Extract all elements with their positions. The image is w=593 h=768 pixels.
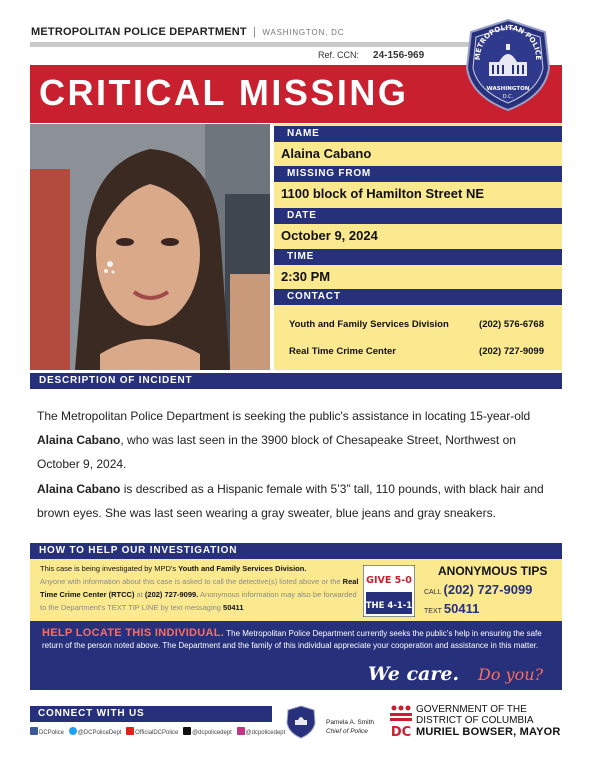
missing-time: 2:30 PM [281,269,331,284]
date-label: DATE [274,208,562,224]
description-paragraph-2: Alaina Cabano is described as a Hispanic female with 5’3” tall, 110 pounds, with black hair and brown eyes. She was last seen wearing a gray sweater, blue jeans and gray sneakers. [37,482,544,520]
missing-date: October 9, 2024 [281,228,378,243]
tips-call-line: CALL (202) 727-9099 [424,582,533,597]
we-care-slogan: We care. [368,663,460,685]
social-instagram[interactable]: @dcpolicedept [237,727,286,736]
badge-bottom-text: WASHINGTON [486,86,530,92]
header-separator: | [253,26,257,38]
contact-label: CONTACT [274,289,562,305]
give-top-text: GIVE 5-0 [366,575,412,586]
facebook-icon [30,727,38,735]
do-you-slogan: Do you? [478,665,544,684]
header-rule [30,42,474,47]
social-facebook[interactable]: DCPolice [30,727,64,736]
svg-text:DC: DC [390,725,412,740]
social-youtube[interactable]: OfficialDCPolice [126,727,178,736]
description-paragraph-1: The Metropolitan Police Department is seeking the public's assistance in locating 15-year-old Alaina Cabano, who was last seen in the 3900 block of Chesapeake Street, Northwest on October 9, 2024. [37,409,531,471]
incident-description [37,404,557,526]
how-to-help-section [30,543,562,621]
help-instructions: This case is being investigated by MPD's Youth and Family Services Division. Anyone with information about this case is asked to call the detective(s) listed above or the Real Time Crime Center (RTCC) at (202) 727-9099. Anonymous information may also be forwarded to the Department's TEXT TIP LINE by text messaging 50411 [40,564,359,612]
help-locate-text: HELP LOCATE THIS INDIVIDUAL. The Metropolitan Police Department currently seeks the public's help in ensuring the safe return of the person noted above. The Department and the family of this individual appreciate your cooperation and assistance in this matter. [42,627,542,650]
anonymous-tips-title: ANONYMOUS TIPS [438,564,548,578]
police-badge-small-icon [286,705,316,739]
help-locate-heading: HELP LOCATE THIS INDIVIDUAL. [42,627,225,639]
badge-sub-text: D.C. [502,94,514,100]
contact-phone[interactable]: (202) 727-9099 [479,346,544,357]
banner-title: CRITICAL MISSING [39,72,409,113]
how-to-help-heading: HOW TO HELP OUR INVESTIGATION [30,543,562,559]
twitter-icon [69,727,77,735]
social-twitter[interactable]: @DCPoliceDept [69,727,122,736]
chief-signature-block [326,718,374,736]
description-heading: DESCRIPTION OF INCIDENT [30,373,562,389]
mayor-name: MURIEL BOWSER, MAYOR [416,726,561,738]
ref-label: Ref. CCN: [318,50,360,60]
badge-top-text: METROPOLITAN POLICE [473,23,543,61]
government-name: GOVERNMENT OF THE DISTRICT OF COLUMBIA [416,704,534,726]
person-name-bold: Alaina Cabano [37,433,121,447]
police-badge-icon [465,18,551,112]
youtube-icon [126,727,134,735]
tiktok-icon [183,727,191,735]
missing-from-location: 1100 block of Hamilton Street NE [281,186,485,201]
person-name-bold: Alaina Cabano [37,482,121,496]
give-bottom-text: THE 4-1-1 [365,601,413,611]
time-label: TIME [274,249,562,265]
person-name: Alaina Cabano [281,146,372,161]
department-header [31,26,344,38]
reference-number [318,50,424,61]
give-5-0-logo-icon [363,565,415,617]
tips-text-number[interactable]: 50411 [443,601,480,616]
social-links [30,727,286,737]
dc-flag-logo-icon [389,704,413,740]
social-tiktok[interactable]: @dcpolicedept [183,727,232,736]
tips-text-line: TEXT 50411 [424,601,480,616]
missing-person-details [274,124,562,370]
contact-name: Real Time Crime Center [289,346,397,357]
department-name: METROPOLITAN POLICE DEPARTMENT [31,26,247,38]
chief-title: Chief of Police [326,728,368,735]
missing-from-label: MISSING FROM [274,166,562,182]
tips-call-number[interactable]: (202) 727-9099 [443,582,533,597]
missing-person-photo [30,124,270,370]
name-label: NAME [274,126,562,142]
contact-name: Youth and Family Services Division [289,319,449,330]
ref-value: 24-156-969 [373,50,425,61]
chief-name: Pamela A. Smith [326,719,375,726]
contact-row-rtcc [289,346,549,357]
contact-row-youth-family [289,319,549,330]
instagram-icon [237,727,245,735]
contact-phone[interactable]: (202) 576-6768 [479,319,544,330]
department-city: WASHINGTON, DC [262,28,345,37]
help-locate-section [30,621,562,690]
connect-with-us-heading: CONNECT WITH US [30,706,272,722]
